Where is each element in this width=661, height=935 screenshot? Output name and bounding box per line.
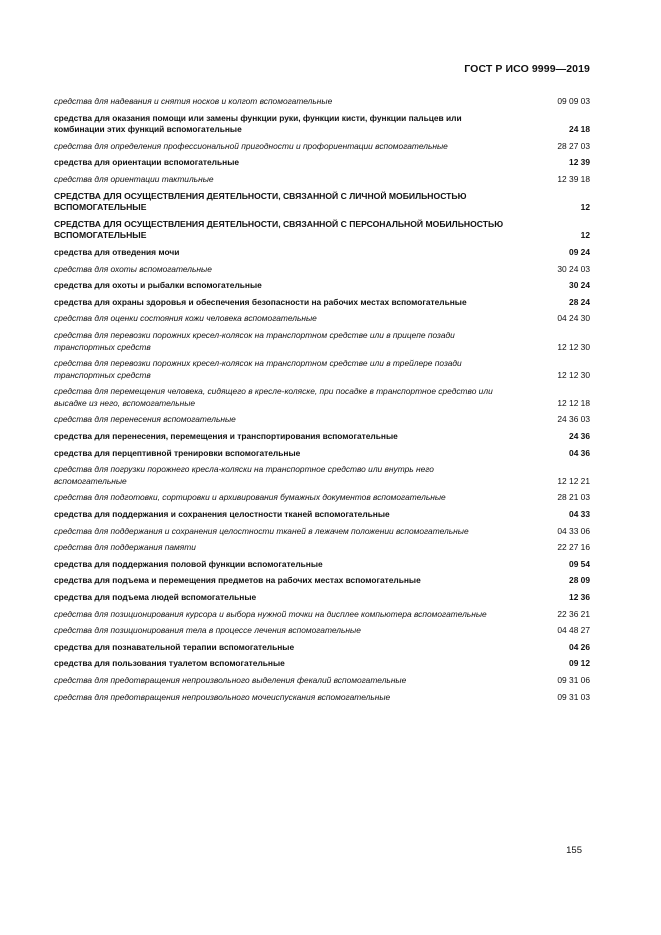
index-entry — [54, 141, 590, 153]
index-entry-code: 12 12 30 — [557, 341, 590, 352]
index-entry — [54, 675, 590, 687]
index-entry-code: 22 27 16 — [557, 542, 590, 553]
index-entry-term: средства для перенесения, перемещения и транспортирования вспомогательные — [54, 431, 398, 442]
index-entry-term: средства для отведения мочи — [54, 246, 180, 257]
index-entry — [54, 559, 590, 571]
index-entry-code: 12 12 30 — [557, 369, 590, 380]
index-entry-code: 30 24 — [569, 280, 590, 291]
index-entry-term: средства для поддержания половой функции вспомогательные — [54, 558, 323, 569]
index-entry-code: 12 39 — [569, 157, 590, 168]
index-entry-code: 28 24 — [569, 296, 590, 307]
index-entry-term: средства для позиционирования курсора и выбора нужной точки на дисплее компьютера вспомогательные — [54, 608, 487, 619]
index-entry — [54, 542, 590, 554]
index-entry — [54, 219, 590, 242]
index-entry-code: 28 27 03 — [557, 140, 590, 151]
index-entry-code: 24 18 — [569, 124, 590, 135]
index-entry-code: 12 12 21 — [557, 475, 590, 486]
index-entry-code: 09 31 03 — [557, 691, 590, 702]
index-entry-term: средства для позиционирования тела в процессе лечения вспомогательные — [54, 625, 361, 636]
index-entry — [54, 174, 590, 186]
index-entry — [54, 448, 590, 460]
index-entry-term: средства для подъема людей вспомогательные — [54, 592, 257, 602]
index-entry — [54, 113, 590, 136]
index-entry — [54, 414, 590, 426]
index-entry-term: средства для подготовки, сортировки и архивирования бумажных документов вспомогательные — [54, 492, 446, 503]
index-entry — [54, 431, 590, 443]
index-entry-term: средства для перенесения вспомогательные — [54, 414, 236, 425]
standard-header: ГОСТ Р ИСО 9999—2019 — [464, 63, 590, 75]
index-entry-term: средства для погрузки порожнего кресла-коляски на транспортное средство или внутрь него вспомогательные — [54, 464, 434, 486]
index-entry-code: 12 36 — [569, 592, 590, 602]
index-entry-code: 04 36 — [569, 447, 590, 458]
index-entry-code: 30 24 03 — [557, 263, 590, 274]
index-entry-term: средства для ориентации тактильные — [54, 173, 214, 184]
index-entry — [54, 526, 590, 538]
index-entry-code: 09 24 — [569, 246, 590, 257]
index-entry — [54, 464, 590, 487]
index-entry — [54, 247, 590, 259]
index-entry-term: средства для охоты вспомогательные — [54, 263, 212, 274]
index-entry-term: средства для познавательной терапии вспомогательные — [54, 641, 295, 652]
index-entry-code: 12 12 18 — [557, 397, 590, 408]
index-entry-term: средства для перемещения человека, сидящего в кресле-коляске, при посадке в транспортное средство или высадке из него, вспомогательные — [54, 386, 493, 408]
index-entry-code: 24 36 — [569, 431, 590, 442]
index-entry-code: 24 36 03 — [557, 414, 590, 425]
index-entry — [54, 386, 590, 409]
index-entry-code: 22 36 21 — [557, 608, 590, 619]
index-entry-code: 04 26 — [569, 641, 590, 652]
index-entry — [54, 658, 590, 670]
index-entry-code: 28 09 — [569, 575, 590, 586]
index-entry-term: средства для предотвращения непроизвольного выделения фекалий вспомогательные — [54, 674, 407, 685]
index-entry — [54, 297, 590, 309]
index-entry-term: средства для оказания помощи или замены функции руки, функции кисти, функции пальцев или комбинации этих функций вспомогательные — [54, 112, 462, 135]
index-entry-term: средства для перевозки порожних кресел-колясок на транспортном средстве или в прицепе позади транспортных средств — [54, 329, 455, 352]
index-entry — [54, 592, 590, 604]
index-entry — [54, 330, 590, 353]
index-entry-term: средства для перцептивной тренировки вспомогательные — [54, 447, 301, 458]
index-entry-term: средства для поддержания и сохранения целостности тканей в лежачем положении вспомогательные — [54, 525, 469, 536]
index-entry-code: 12 — [580, 202, 590, 213]
index-entry — [54, 492, 590, 504]
index-entry-term: средства для поддержания и сохранения целостности тканей вспомогательные — [54, 509, 390, 520]
index-entry — [54, 575, 590, 587]
index-entry — [54, 191, 590, 214]
index-entry-term: средства для охраны здоровья и обеспечения безопасности на рабочих местах вспомогательные — [54, 296, 467, 307]
index-entry — [54, 609, 590, 621]
index-entry-code: 09 09 03 — [557, 96, 590, 106]
page-number: 155 — [566, 845, 582, 856]
index-entry-code: 04 24 30 — [557, 313, 590, 324]
index-entry — [54, 642, 590, 654]
index-entry-term: средства для охоты и рыбалки вспомогательные — [54, 280, 262, 291]
index-entry-term: средства для подъема и перемещения предметов на рабочих местах вспомогательные — [54, 575, 421, 586]
index-entry-term: средства для ориентации вспомогательные — [54, 157, 240, 168]
index-entry-term: средства для пользования туалетом вспомогательные — [54, 658, 285, 669]
index-entry — [54, 313, 590, 325]
index-entry-term: средства для поддержания памяти — [54, 542, 196, 553]
index-entry — [54, 625, 590, 637]
index-entry-code: 09 31 06 — [557, 674, 590, 685]
index-entry-term: СРЕДСТВА ДЛЯ ОСУЩЕСТВЛЕНИЯ ДЕЯТЕЛЬНОСТИ, СВЯЗАННОЙ С ЛИЧНОЙ МОБИЛЬНОСТЬЮ ВСПОМОГАТЕЛЬНЫЕ — [54, 190, 467, 213]
index-entry — [54, 157, 590, 169]
index-entry — [54, 358, 590, 381]
index-entry — [54, 280, 590, 292]
index-entry-term: средства для предотвращения непроизвольного мочеиспускания вспомогательные — [54, 691, 391, 702]
index-entry — [54, 692, 590, 704]
index-entry-code: 12 — [580, 230, 590, 241]
index-list — [54, 96, 590, 708]
index-entry-term: средства для надевания и снятия носков и колгот вспомогательные — [54, 96, 333, 106]
index-entry-code: 09 54 — [569, 558, 590, 569]
index-entry — [54, 96, 590, 108]
index-entry-code: 04 48 27 — [557, 625, 590, 636]
index-entry-term: СРЕДСТВА ДЛЯ ОСУЩЕСТВЛЕНИЯ ДЕЯТЕЛЬНОСТИ, СВЯЗАННОЙ С ПЕРСОНАЛЬНОЙ МОБИЛЬНОСТЬЮ ВСПОМОГАТЕЛЬНЫЕ — [54, 218, 504, 241]
index-entry — [54, 509, 590, 521]
index-entry-term: средства для определения профессиональной пригодности и профориентации вспомогательные — [54, 140, 448, 151]
index-entry-code: 04 33 06 — [557, 525, 590, 536]
index-entry-code: 28 21 03 — [557, 492, 590, 503]
index-entry-code: 12 39 18 — [557, 173, 590, 184]
index-entry-code: 04 33 — [569, 509, 590, 520]
index-entry — [54, 264, 590, 276]
index-entry-code: 09 12 — [569, 658, 590, 669]
index-entry-term: средства для перевозки порожних кресел-колясок на транспортном средстве или в трейлере позади транспортных средств — [54, 358, 462, 380]
index-entry-term: средства для оценки состояния кожи человека вспомогательные — [54, 313, 317, 324]
